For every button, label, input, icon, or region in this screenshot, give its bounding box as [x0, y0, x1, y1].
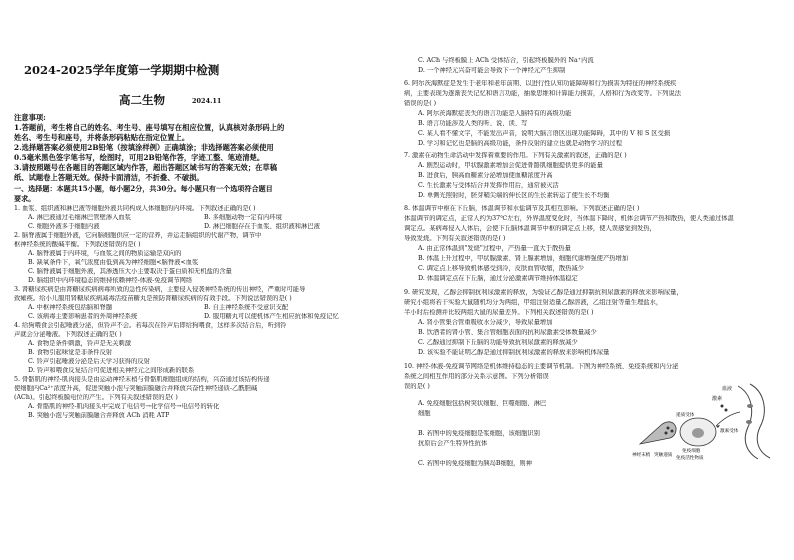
- option-1a: A. 淋巴液通过毛细淋巴管壁渗入血浆: [28, 214, 132, 221]
- question-2-cont: 枢神经系统的酸碱平衡。下列叙述错误的是( ): [14, 241, 141, 248]
- option-6b: B. 语言功能涉及人类的听、说、读、写: [418, 120, 528, 127]
- exam-date: 2024.11: [192, 97, 222, 105]
- option-3b: B. 自主神经系统不受意识支配: [204, 304, 289, 311]
- option-1d: D. 淋巴细胞存在于血浆、组织液和淋巴液: [204, 223, 320, 230]
- option-5b: B. 突触小泡与突触前膜融合并释放 ACh 消耗 ATP: [28, 412, 170, 419]
- option-1b: B. 多细胞动物一定有内环境: [204, 214, 282, 221]
- option-8c: C. 调定点上移导致机体感受到冷，皮肤血管收缩，散热减少: [418, 265, 585, 272]
- option-4a: A. 食物是条件刺激，铃声是无关刺激: [28, 340, 132, 347]
- note-line: 2.选择题答案必须使用2B铅笔（按填涂样例）正确填涂；非选择题答案必须使用: [14, 143, 274, 152]
- label-immune-cell: 免疫细胞: [682, 449, 701, 454]
- note-line: 3.请按照题号在各题目的答题区域内作答，超出答题区域书写的答案无效；在草稿: [14, 163, 278, 172]
- question-10-cont: 误的是( ): [404, 383, 430, 390]
- option-8a: A. 由正常体温到"发烧"过程中，产热量一直大于散热量: [418, 245, 571, 252]
- option-4d: D. 铃声和喂食反复结合可促进相关神经元之间形成新的联系: [28, 367, 195, 374]
- label-transmitter: 突触递质: [654, 453, 673, 458]
- question-6: 6. 阿尔茨海默症是发生于老年和老年前期、以进行性认知功能障碍和行为损害为特征的神经系统疾: [404, 80, 677, 87]
- option-6d: D. 学习和记忆也是脑的高级功能，条件反射的建立也就是动物学习的过程: [418, 140, 623, 147]
- question-5-cont: 使细胞内Ca²⁺浓度升高，促进突触小泡与突触前膜融合并释放兴奋性神经递质-乙酰胆碱: [14, 385, 258, 392]
- question-9-cont: 研究小组将若干实验大鼠随机均分为两组，甲组注射适量乙醇溶液，乙组注射等量生理盐水，: [404, 299, 663, 306]
- question-9: 9. 研究发现，乙醇会抑制抗利尿激素的释放，为验证乙醇是通过抑制抗利尿激素的释放来影响尿量，: [404, 289, 683, 296]
- option-10b: B. 若图中的免疫细胞是浆细胞，该细胞识别: [418, 430, 540, 437]
- option-10a: A. 免疫细胞包括树突状细胞、巨噬细胞、淋巴: [418, 400, 547, 407]
- option-8b: B. 体温上升过程中，甲状腺激素、肾上腺素增加，细胞代谢增强使产热增加: [418, 255, 629, 262]
- option-7d: D. 单侧光照射时，胚芽鞘尖端的伸长区的生长素转运了使生长不均衡: [418, 192, 610, 199]
- question-1: 1. 血浆、组织液和淋巴液等细胞外液共同构成人体细胞的内环境。下列叙述正确的是( ): [14, 205, 256, 212]
- question-8-cont: 体温调节的调定点，正常人约为37℃左右，外界温度变化时，当体温下降时，机体会调节产热和散热，使人类通过体温: [404, 215, 734, 222]
- question-4-cont: 声就会分泌唾液。下列叙述正确的是( ): [14, 331, 122, 338]
- option-9a: A. 肾小管集合管重吸收水分减少，导致尿量增加: [418, 319, 553, 326]
- option-9c: C. 乙醇通过抑制下丘脑的功能导致抗利尿激素的释放减少: [418, 339, 578, 346]
- option-3d: D. 服用糖丸可以使机体产生相应抗体和免疫记忆: [204, 313, 339, 320]
- question-3-cont: 致瘫痪。给小儿服用肾糖尿疾病减毒活疫苗糖丸是预防肾糖尿疾病的有效手段。下列说法错误的是( ): [14, 295, 292, 302]
- question-10-cont: 系统之间相互作用的部分关系示意图。下列分析错误: [404, 373, 549, 380]
- question-2: 2. 脑脊液属于细胞外液，它向脑细胞供应一定的营养，并运走脑组织的代谢产物，调节中: [14, 232, 262, 239]
- option-9d: D. 该实验不能证明乙醇是通过抑制抗利尿激素的释放来影响机体尿量: [418, 349, 610, 356]
- question-3: 3. 肾糖尿疾病是由肾糖尿疾病病毒所致的急性传染病，主要侵入侵袭神经系统的传出神经，严重时可能导: [14, 286, 306, 293]
- question-7: 7. 激素在动物生命活动中发挥着重要的作用。下列有关激素的叙述，正确的是( ): [404, 152, 627, 159]
- option-10a-cont: 细胞: [418, 410, 431, 417]
- option-6a: A. 阿尔茨海默症丧失的语言功能是人脑特有的高级功能: [418, 110, 572, 117]
- option-5a: A. 骨骼肌的神经-肌肉接头中完成了电信号→化学信号→电信号的转化: [28, 403, 220, 410]
- label-blood: 血液: [722, 386, 733, 392]
- option-8d: D. 体温调定点在下丘脑，通过分泌激素调节维持体温稳定: [418, 275, 578, 282]
- notes-heading: 注意事项:: [14, 113, 46, 122]
- option-7c: C. 生长激素与受体结合并发挥作用后，通常被灭活: [418, 182, 559, 189]
- note-line: 1.答题前，考生将自己的姓名、考生号、座号填写在相应位置，认真核对条形码上的: [14, 123, 285, 132]
- option-9b: B. 饮酒者的肾小管、集合管细胞表面的抗利尿激素受体数量减少: [418, 329, 597, 336]
- question-8-cont: 导致发烧。下列有关叙述错误的是( ): [404, 235, 506, 242]
- option-7a: A. 剧烈运动时，甲状腺激素增加会促进骨骼肌细胞提供更多的能量: [418, 162, 603, 169]
- note-line: 姓名、考生号和座号，并将条形码粘贴在指定位置上。: [14, 133, 190, 142]
- note-line: 纸、试题卷上答题无效。保持卡面清洁，不折叠、不破损。: [14, 173, 204, 182]
- option-4b: B. 食物引起味觉是非条件反射: [28, 349, 113, 356]
- exam-title: 2024-2025学年度第一学期期中检测: [24, 63, 220, 77]
- option-4c: C. 铃声引起唾液分泌是后天学习获得的反射: [28, 358, 150, 365]
- regulation-network-diagram: [630, 382, 780, 460]
- option-3a: A. 中枢神经系统包括脑和脊髓: [28, 304, 113, 311]
- option-1c: C. 细胞外液多于细胞内液: [28, 223, 100, 230]
- question-5: 5. 骨骼肌的神经-肌肉接头是由运动神经末梢与骨骼肌细胞组成的结构，兴奋通过该结构传递: [14, 376, 270, 383]
- option-2c: C. 脑脊液属于细胞外液，其渗透压大小主要取决于蛋白质和无机盐的含量: [28, 268, 232, 275]
- label-nerve-ending: 神经末梢: [632, 453, 651, 458]
- option-5d: D. 一个神经元兴奋可能会导致下一个神经元产生抑制: [418, 67, 566, 74]
- note-line: 0.5毫米黑色签字笔书写，绘图时，可用2B铅笔作答，字迹工整、笔迹清楚。: [14, 153, 265, 162]
- option-10b-cont: 抗原后会产生特异性抗体: [418, 440, 488, 447]
- option-6c: C. 某人看不懂文字，不能发出声音，说明大脑言语区出现功能障碍，其中的 V 和 S 区受损: [418, 130, 671, 137]
- question-8-cont: 调定点。某病毒侵入人体后，会使下丘脑体温调节中枢的调定点上移，使人误感觉到发热，: [404, 225, 656, 232]
- subject-title: 高二生物: [119, 93, 165, 107]
- section-heading: 一、选择题：本题共15小题，每小题2分，共30分。每小题只有一个选项符合题目: [14, 184, 273, 193]
- question-4: 4. 给狗喂食会引起唾液分泌，但铃声不会。若每次在铃声后即给狗喂食，这样多次结合后，听到铃: [14, 322, 287, 329]
- question-8: 8. 体温调节中枢在下丘脑，体温调节和水盐调节及其相互影响。下列叙述正确的是( ): [404, 205, 640, 212]
- option-7b: B. 进食后，胰高血糖素分泌增加使血糖浓度升高: [418, 172, 553, 179]
- section-heading-cont: 要求。: [14, 194, 36, 203]
- option-10c: C. 若图中的免疫细胞为胰岛B细胞，则神: [418, 460, 532, 467]
- option-2d: D. 脑组织中内环境稳态的维持依赖神经-体液-免疫调节网络: [28, 277, 193, 284]
- question-10: 10. 神经-体液-免疫调节网络是机体维持稳态的主要调节机制。下图为神经系统、免疫系统和内分泌: [404, 363, 679, 370]
- question-5-cont: (ACh)。引起终板膜电位的产生。下列有关叙述错误的是( ): [14, 394, 178, 401]
- option-2a: A. 脑脊液属于内环境，与血浆之间的物质运输是双向的: [28, 250, 182, 257]
- option-3c: C. 该病毒主要影响患者的外周神经系统: [28, 313, 138, 320]
- label-receptor-2: 激素受体: [720, 429, 739, 434]
- question-9-cont: 半小时后检测并比较两组大鼠的尿量差异。下列相关叙述错误的是( ): [404, 309, 594, 316]
- label-hormone: 激素: [712, 396, 723, 402]
- option-2b: B. 缺氧条件下，氧气浓度由低到高为神经细胞<脑脊液<血浆: [28, 259, 199, 266]
- question-6-cont: 病，主要表现为逐渐丧失记忆和语言功能，抽象思维和计算能力损害，人格和行为改变等。下列说法: [404, 90, 682, 97]
- option-5c: C. ACh 与终板膜上 ACh 受体结合，引起终板膜外的 Na⁺内流: [418, 57, 594, 64]
- label-immune-substance: 免疫活性物质: [676, 456, 704, 460]
- question-6-cont: 错误的是( ): [404, 100, 437, 107]
- label-receptor-1: 递质受体: [676, 413, 695, 418]
